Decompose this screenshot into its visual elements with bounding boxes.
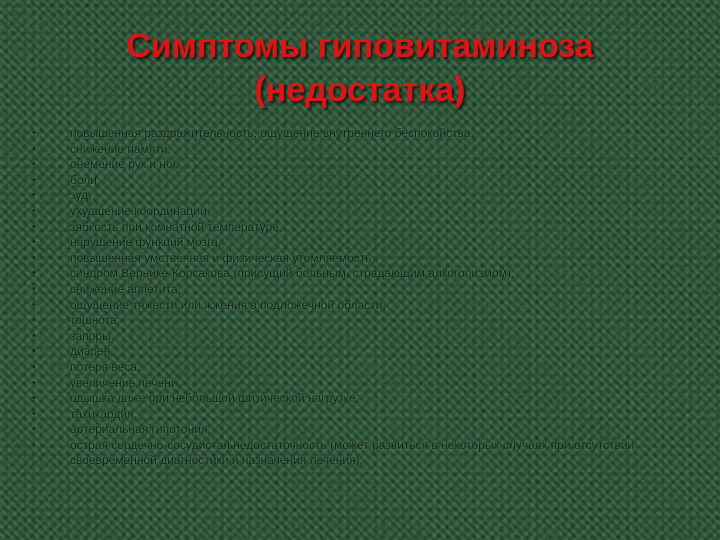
list-item-text: ощущение тяжести или жжения в подложечной области, <box>70 297 386 312</box>
slide-title <box>40 24 680 112</box>
bullet-icon: • <box>32 173 36 186</box>
bullet-icon: • <box>32 220 36 233</box>
list-item <box>32 266 672 282</box>
list-item <box>32 329 672 345</box>
list-item-text: одышка даже при небольшой физической нагрузке, <box>70 391 360 406</box>
list-item <box>32 282 672 298</box>
bullet-icon: • <box>32 236 36 249</box>
list-item-text: зябкость при комнатной температуре, <box>70 219 283 234</box>
list-item-text: потеря веса, <box>70 359 141 374</box>
bullet-icon: • <box>32 127 36 139</box>
list-item-text: повышенная раздражительность, ощущение внутреннего беспокойства, <box>70 126 474 140</box>
bullet-icon: • <box>32 329 36 342</box>
list-item-text: зуд, <box>70 188 92 203</box>
list-item <box>32 126 672 142</box>
bullet-icon: • <box>32 407 36 420</box>
list-item <box>32 173 672 189</box>
bullet-icon: • <box>32 158 36 171</box>
list-item-text: ухудшение координации, <box>70 203 210 218</box>
list-item-text: снижение памяти; <box>70 141 171 156</box>
bullet-icon: • <box>32 267 36 280</box>
list-item <box>32 438 672 469</box>
list-item-text: снижение аппетита, <box>70 281 181 296</box>
bullet-icon: • <box>32 142 36 155</box>
bullet-icon: • <box>32 392 36 405</box>
list-item <box>32 422 672 438</box>
list-item <box>32 391 672 407</box>
bullet-icon: • <box>32 204 36 217</box>
list-item-text: тошнота; <box>70 313 121 328</box>
list-item <box>32 142 672 158</box>
bullet-icon: • <box>32 376 36 389</box>
list-item <box>32 344 672 360</box>
list-item <box>32 298 672 314</box>
list-item <box>32 220 672 236</box>
list-item <box>32 407 672 423</box>
list-item-text: диарея, <box>70 344 114 359</box>
list-item-text: онемение рук и ног, <box>70 157 179 172</box>
list-item-text: увеличение печени. <box>70 375 181 390</box>
list-item-text: тахикардия, <box>70 406 137 421</box>
bullet-icon: • <box>32 298 36 311</box>
list-item-text: боли, <box>70 172 101 187</box>
symptom-list <box>32 126 672 469</box>
list-item <box>32 188 672 204</box>
bullet-icon: • <box>32 438 36 451</box>
bullet-icon: • <box>32 189 36 202</box>
list-item-text: острая сердечно-сосудистая недостаточность (может развиться в некоторых случаях при отсутствии своевременной диагностики и назначения лечения). <box>70 437 635 468</box>
bullet-icon: • <box>32 345 36 358</box>
list-item-text: нарушение функций мозга, <box>70 235 222 250</box>
list-item <box>32 376 672 392</box>
list-item <box>32 251 672 267</box>
title-line-2: (недостатка) <box>254 71 466 109</box>
list-item <box>32 157 672 173</box>
bullet-icon: • <box>32 314 36 327</box>
title-line-1: Симптомы гиповитаминоза <box>126 27 594 65</box>
bullet-icon: • <box>32 282 36 295</box>
list-item <box>32 235 672 251</box>
list-item-text: запоры, <box>70 328 114 343</box>
bullet-icon: • <box>32 251 36 264</box>
list-item-text: повышенная умственная и физическая утомляемость; <box>70 250 375 265</box>
list-item-text: синдром Вернике-Корсакова (присущий больным, страдающим алкоголизмом). <box>70 266 515 281</box>
list-item <box>32 360 672 376</box>
list-item <box>32 313 672 329</box>
bullet-icon: • <box>32 423 36 436</box>
list-item <box>32 204 672 220</box>
list-item-text: артериальная гипотония, <box>70 422 211 437</box>
bullet-icon: • <box>32 360 36 373</box>
